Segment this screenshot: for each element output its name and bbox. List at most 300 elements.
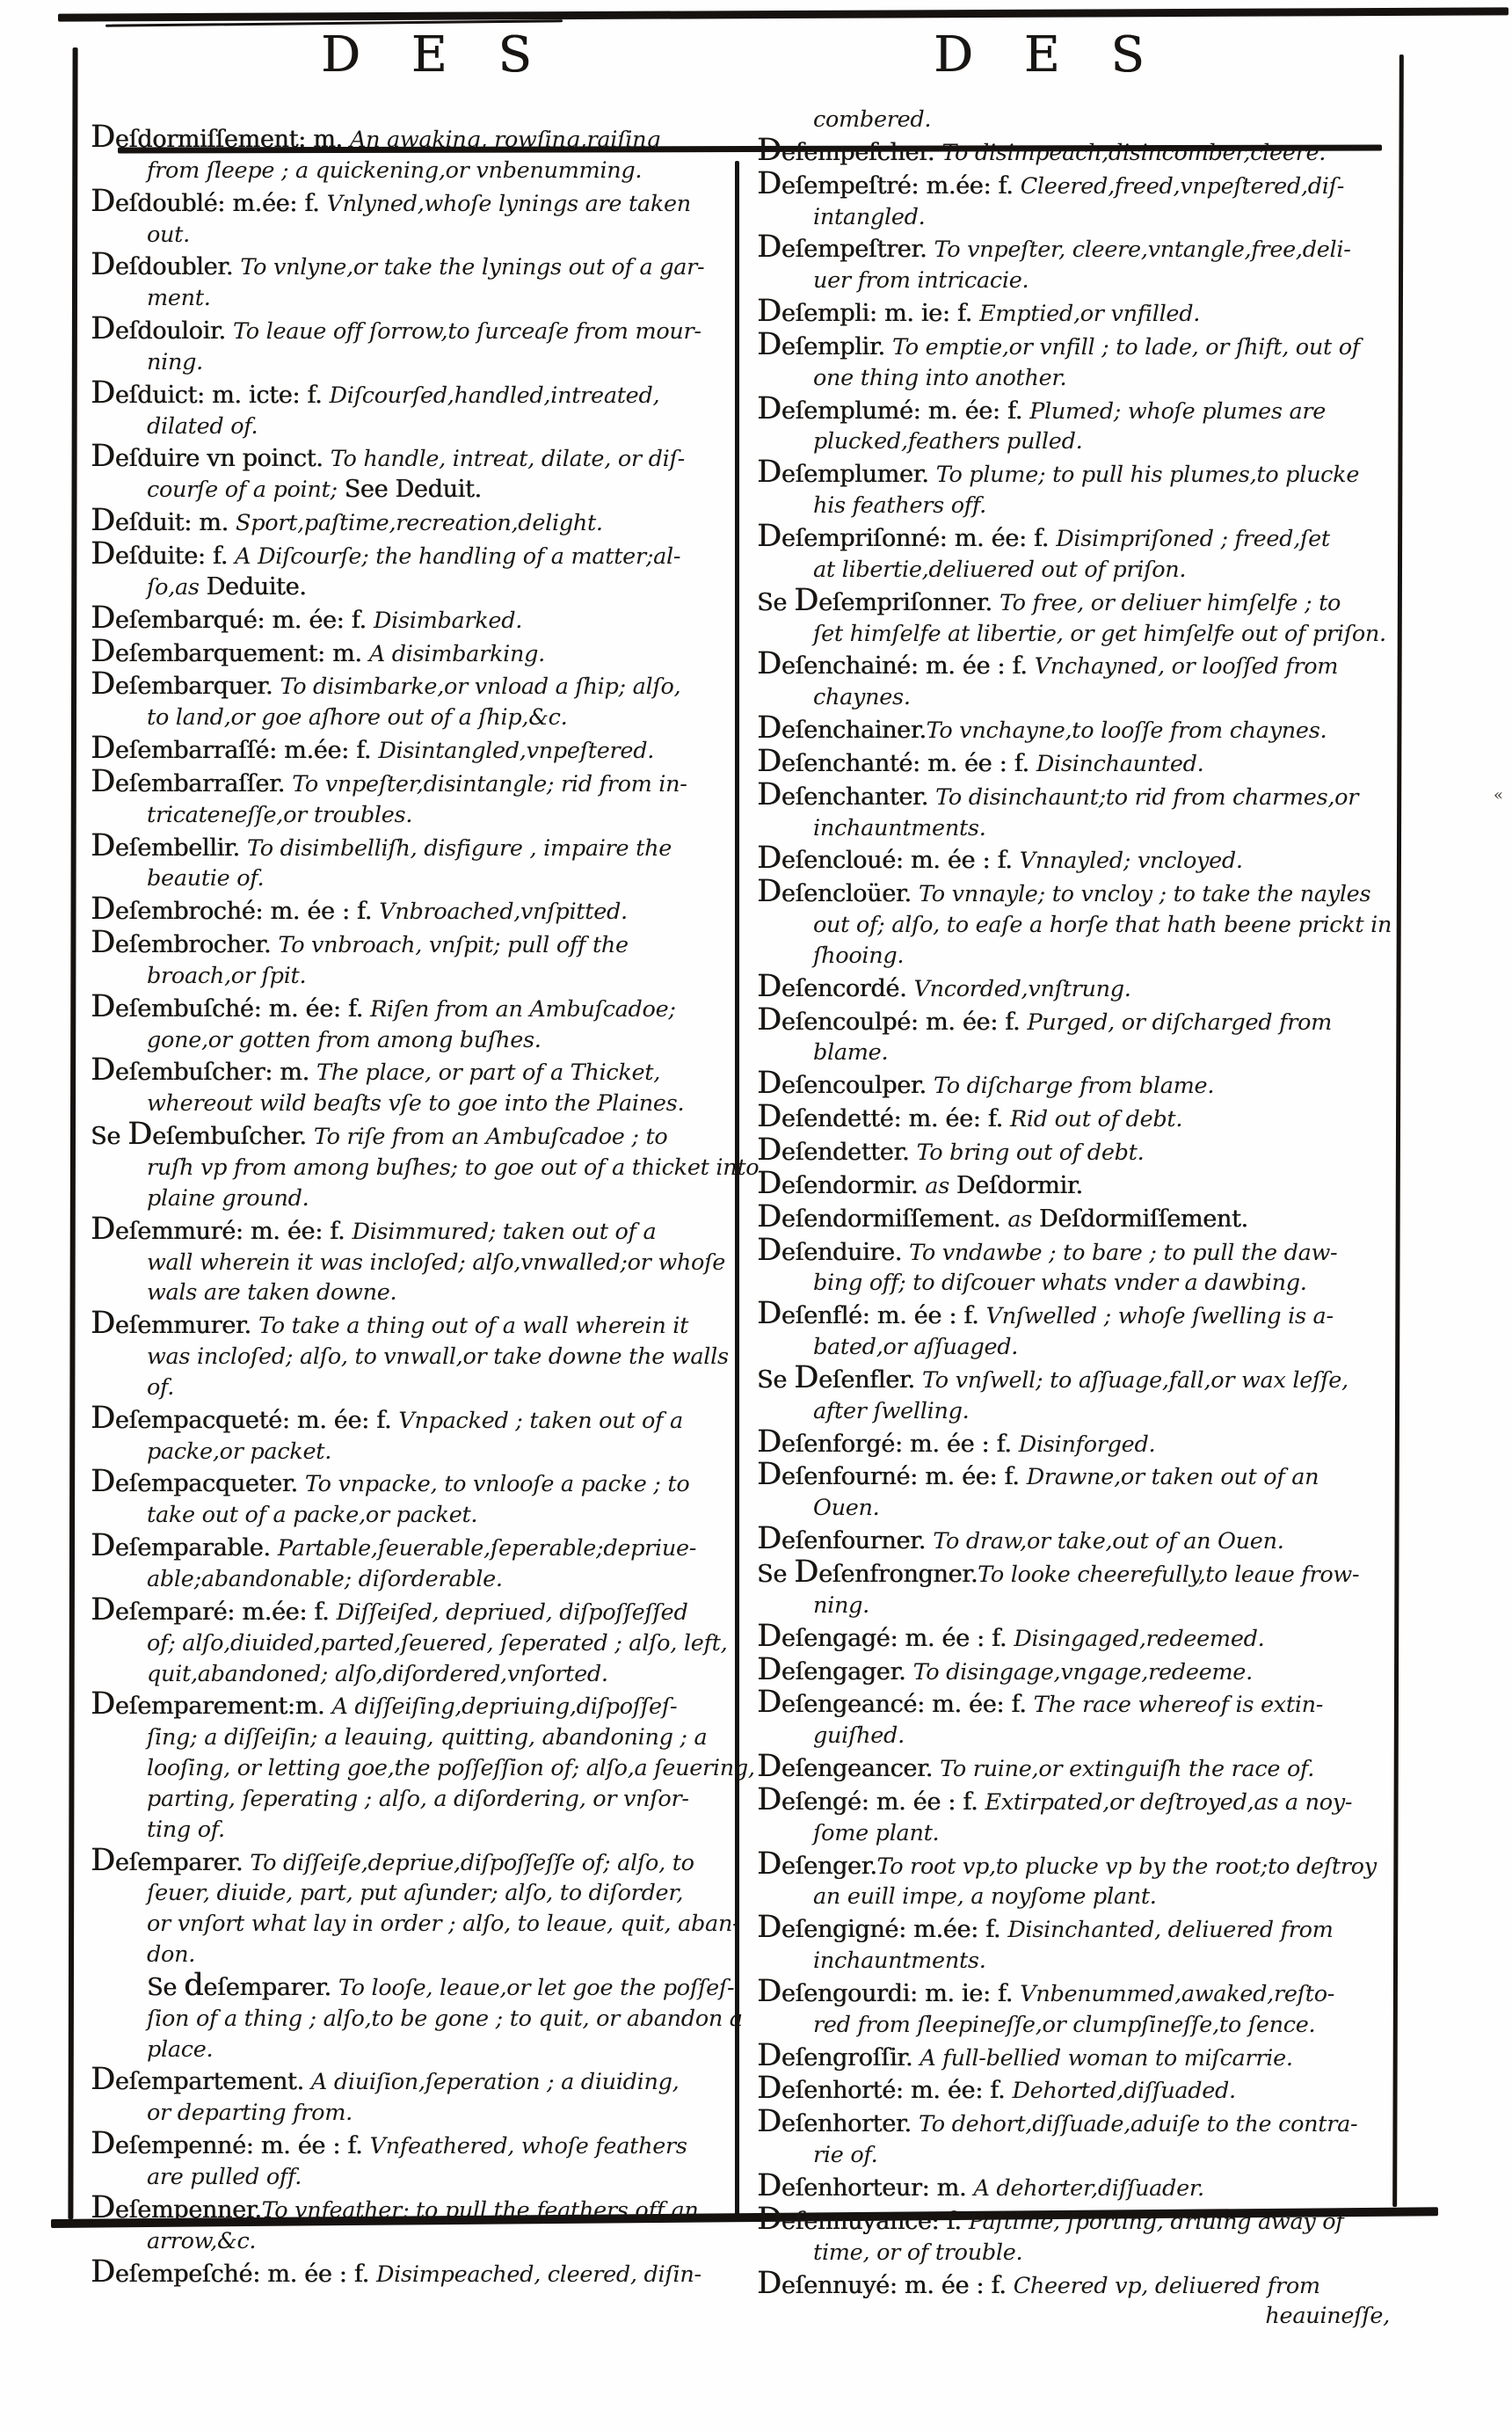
initial-capital: D bbox=[757, 874, 781, 910]
headword-text: Deſenforgé: m. ée : f. bbox=[757, 1424, 1019, 1460]
definition-text: wals are taken downe. bbox=[147, 1279, 397, 1307]
definition-text: red from ſleepineſſe,or clumpſineſſe,to ſence. bbox=[813, 2011, 1316, 2038]
entry-line bbox=[757, 296, 1395, 330]
entry-line bbox=[91, 1909, 743, 1940]
initial-capital: D bbox=[757, 2168, 781, 2203]
headword-text: Deſempli: m. ie: f. bbox=[757, 294, 980, 330]
headword-text: Deſenchainer. bbox=[757, 710, 927, 746]
definition-text: To disimbelliſh, disfigure , impaire the bbox=[247, 834, 672, 862]
definition-text: quit,abandoned; alſo,diſordered,vnſorted. bbox=[147, 1660, 608, 1687]
entry-line bbox=[91, 1400, 743, 1437]
definition-text: Plumed; whoſe plumes are bbox=[1029, 397, 1327, 425]
initial-capital: D bbox=[757, 1232, 781, 1268]
entry-line bbox=[757, 1591, 1395, 1621]
definition-text: Vnchayned, or looſſed from bbox=[1034, 653, 1339, 681]
headword-text: Se Deſenfler. bbox=[757, 1359, 922, 1395]
initial-capital: D bbox=[757, 2104, 781, 2140]
headword-text: Deſdormiſſement. bbox=[1038, 1205, 1248, 1233]
initial-capital: D bbox=[757, 455, 781, 491]
definition-text: Paſtime, ſporting, driuing away of bbox=[968, 2208, 1344, 2235]
definition-text: Vnſwelled ; whoſe ſwelling is a- bbox=[985, 1303, 1334, 1330]
headword-text: Deſengagé: m. ée : f. bbox=[757, 1618, 1014, 1654]
definition-text: To plume; to pull his plumes,to plucke bbox=[935, 462, 1360, 489]
headword-text: Deſenger. bbox=[757, 1846, 877, 1882]
entry-line bbox=[757, 491, 1395, 521]
initial-capital: D bbox=[757, 326, 781, 362]
entry-line bbox=[757, 1165, 1395, 1202]
entry-line bbox=[757, 1973, 1395, 2010]
entry-line bbox=[757, 1232, 1395, 1269]
entry-line bbox=[91, 503, 743, 539]
headword-text: Deſdormir. bbox=[956, 1171, 1083, 1199]
headword-text: Deſdouloir. bbox=[91, 311, 233, 347]
entry-line bbox=[757, 1751, 1395, 1785]
initial-capital: D bbox=[91, 1052, 115, 1089]
entry-line bbox=[91, 375, 743, 411]
left-column bbox=[91, 120, 760, 2290]
initial-capital: D bbox=[91, 1686, 115, 1722]
entry-line bbox=[757, 229, 1395, 266]
definition-text: of. bbox=[147, 1373, 175, 1401]
margin-printer-mark: « bbox=[1494, 786, 1504, 805]
initial-capital: D bbox=[757, 1424, 781, 1460]
entry-line bbox=[757, 1296, 1395, 1332]
entry-line bbox=[91, 1940, 743, 1970]
initial-capital: D bbox=[91, 1591, 115, 1627]
entry-line bbox=[757, 1038, 1395, 1068]
initial-capital: D bbox=[91, 375, 115, 411]
entry-line bbox=[757, 1268, 1395, 1299]
headword-text: Se Deſempriſonner. bbox=[757, 582, 1000, 618]
initial-capital: D bbox=[757, 968, 781, 1004]
definition-text: To leaue off ſorrow,to ſurceaſe from mour- bbox=[233, 318, 701, 346]
entry-line bbox=[757, 1099, 1395, 1135]
entry-line bbox=[91, 827, 743, 864]
definition-text: time, or of trouble. bbox=[813, 2239, 1023, 2266]
definition-text: of; alſo,diuided,parted,ſeuered, ſeperated ; alſo, left, bbox=[147, 1629, 728, 1657]
definition-text: take out of a packe,or packet. bbox=[147, 1502, 478, 1529]
headword-text: Deſempeſcher. bbox=[757, 132, 942, 168]
entry-line bbox=[757, 266, 1395, 296]
initial-capital: D bbox=[757, 1521, 781, 1557]
initial-capital: D bbox=[91, 1306, 115, 1342]
entry-line bbox=[757, 1068, 1395, 1102]
entry-line bbox=[91, 1564, 743, 1595]
entry-line bbox=[757, 1651, 1395, 1688]
initial-capital: D bbox=[794, 1359, 818, 1395]
definition-text: one thing into another. bbox=[813, 364, 1067, 391]
initial-capital: D bbox=[91, 666, 115, 703]
initial-capital: D bbox=[91, 247, 115, 283]
definition-text: plucked,feathers pulled. bbox=[813, 428, 1083, 455]
initial-capital: D bbox=[757, 2071, 781, 2107]
entry-line bbox=[91, 600, 743, 637]
definition-text: or departing from. bbox=[147, 2100, 353, 2127]
entry-line bbox=[91, 1500, 743, 1531]
definition-text: To vnchayne,to looſſe from chaynes. bbox=[926, 717, 1327, 745]
entry-line bbox=[91, 2254, 743, 2290]
entry-line bbox=[757, 776, 1395, 813]
definition-text: To vnbroach, vnſpit; pull off the bbox=[278, 932, 629, 959]
definition-text: blame. bbox=[813, 1039, 889, 1067]
definition-text: Disinforged. bbox=[1018, 1431, 1156, 1458]
initial-capital: D bbox=[757, 743, 781, 779]
initial-capital: D bbox=[757, 518, 781, 554]
definition-text: tricateneſſe,or troubles. bbox=[147, 801, 413, 828]
entry-line bbox=[757, 1359, 1395, 1396]
definition-text: Disimbarked. bbox=[373, 607, 523, 634]
headword-text: Deſdoublé: m.ée: f. bbox=[91, 183, 327, 219]
entry-line bbox=[757, 2168, 1395, 2204]
entry-line bbox=[757, 843, 1395, 877]
initial-capital: D bbox=[757, 229, 781, 266]
definition-text: To looke cheerefully,to leaue frow- bbox=[978, 1561, 1360, 1588]
entry-line bbox=[757, 743, 1395, 780]
entry-line bbox=[91, 441, 743, 475]
definition-text: Sport,paſtime,recreation,delight. bbox=[236, 510, 603, 537]
definition-text: To vnpeſter, cleere,vntangle,free,deli- bbox=[934, 237, 1351, 264]
initial-capital: D bbox=[91, 1400, 115, 1436]
headword-text: Deſemmurer. bbox=[91, 1306, 259, 1342]
entry-line bbox=[757, 105, 1395, 135]
headword-text: Deſennuyance: f. bbox=[757, 2201, 969, 2237]
headword-text: Deſenflé: m. ée : f. bbox=[757, 1296, 986, 1332]
headword-text: Deſencloüer. bbox=[757, 874, 919, 910]
definition-text: able;abandonable; diſorderable. bbox=[147, 1565, 503, 1592]
entry-line bbox=[757, 941, 1395, 972]
headword-text: Deduite. bbox=[206, 572, 307, 601]
headword-text: Deſembarquer. bbox=[91, 666, 280, 703]
headword-text: Deſembarquement: m. bbox=[91, 633, 369, 669]
definition-text: Vnpacked ; taken out of a bbox=[398, 1407, 683, 1434]
definition-text: ruſh vp from among buſhes; to goe out of a thicket into bbox=[147, 1154, 760, 1181]
definition-text: To bring out of debt. bbox=[916, 1140, 1145, 1166]
headword-text: Se deſemparer. bbox=[147, 1967, 338, 2003]
entry-line bbox=[757, 1882, 1395, 1912]
entry-line bbox=[757, 682, 1395, 713]
headword-text: Deſengeancé: m. ée: f. bbox=[757, 1685, 1034, 1721]
definition-text: as bbox=[925, 1172, 956, 1199]
definition-text: to land,or goe aſhore out of a ſhip,&c. bbox=[147, 704, 568, 732]
initial-capital: D bbox=[91, 2189, 115, 2225]
entry-line bbox=[757, 1946, 1395, 1977]
entry-line bbox=[91, 1183, 743, 1214]
headword-text: Deſengourdi: m. ie: f. bbox=[757, 1973, 1021, 2009]
entry-line bbox=[91, 475, 743, 506]
entry-line bbox=[757, 1396, 1395, 1427]
initial-capital: D bbox=[757, 294, 781, 330]
definition-text: To riſe from an Ambuſcadoe ; to bbox=[313, 1124, 668, 1151]
entry-line bbox=[757, 813, 1395, 844]
headword-text: Deſempriſonné: m. ée: f. bbox=[757, 518, 1057, 554]
definition-text: gone,or gotten from among buſhes. bbox=[147, 1026, 542, 1053]
definition-text: combered. bbox=[813, 106, 932, 133]
initial-capital: D bbox=[757, 1066, 781, 1102]
definition-text: Disimpriſoned ; freed,ſet bbox=[1056, 525, 1330, 552]
entry-line bbox=[757, 1198, 1395, 1235]
definition-text: A Diſcourſe; the handling of a matter;al- bbox=[235, 542, 681, 570]
initial-capital: D bbox=[757, 165, 781, 201]
headword-text: Deſempeſché: m. ée : f. bbox=[91, 2254, 377, 2290]
initial-capital: D bbox=[91, 1464, 115, 1500]
headword-text: Deſenhorté: m. ée: f. bbox=[757, 2071, 1013, 2107]
entry-line bbox=[757, 1846, 1395, 1882]
entry-line bbox=[757, 2010, 1395, 2041]
initial-capital: D bbox=[91, 763, 115, 799]
headword-text: Deſemparé: m.ée: f. bbox=[91, 1591, 337, 1627]
initial-capital: D bbox=[91, 1528, 115, 1564]
definition-text: Disimpeached, cleered, diſin- bbox=[376, 2261, 701, 2288]
definition-text: To diſcharge from blame. bbox=[933, 1073, 1215, 1100]
headword-text: Deſembarraſſer. bbox=[91, 763, 293, 799]
headword-text: Deſembrocher. bbox=[91, 925, 279, 961]
definition-text: after ſwelling. bbox=[813, 1397, 970, 1424]
entry-line bbox=[91, 961, 743, 992]
initial-capital: D bbox=[757, 1165, 781, 1201]
definition-text: ſeuer, diuide, part, put aſunder; alſo, to diſorder, bbox=[147, 1880, 684, 1907]
definition-text: Diſſeiſed, depriued, diſpoſſeſſed bbox=[336, 1598, 688, 1626]
definition-text: inchauntments. bbox=[813, 814, 986, 841]
definition-text: out. bbox=[147, 221, 190, 248]
entry-line bbox=[91, 1119, 743, 1153]
initial-capital: D bbox=[91, 892, 115, 928]
entry-line bbox=[757, 619, 1395, 650]
definition-text: Vnfeathered, whoſe feathers bbox=[369, 2133, 687, 2160]
entry-line bbox=[757, 2265, 1395, 2302]
definition-text: wall wherein it was incloſed; alſo,vnwalled;or whoſe bbox=[147, 1249, 726, 1276]
entry-line bbox=[91, 1437, 743, 1467]
left-margin-rule bbox=[68, 47, 77, 2219]
entry-line bbox=[91, 1025, 743, 1056]
headword-text: Deſenhorter. bbox=[757, 2104, 919, 2140]
definition-text: A full-bellied woman to miſcarrie. bbox=[920, 2044, 1293, 2072]
initial-capital: D bbox=[91, 633, 115, 669]
entry-line bbox=[91, 1878, 743, 1909]
definition-text: Emptied,or vnfilled. bbox=[979, 301, 1201, 328]
headword-text: Deſembarqué: m. ée: f. bbox=[91, 600, 374, 636]
entry-line bbox=[91, 1753, 755, 1784]
headword-text: Deſenfourner. bbox=[757, 1521, 934, 1557]
headword-text: Deſenduire. bbox=[757, 1232, 910, 1268]
definition-text: Disinchaunted. bbox=[1036, 750, 1204, 777]
definition-text: To ruine,or extinguiſh the race of. bbox=[940, 1756, 1315, 1783]
definition-text: out of; alſo, to eaſe a horſe that hath beene prickt in bbox=[813, 912, 1392, 939]
headword-text: Deſempacqueter. bbox=[91, 1464, 305, 1500]
definition-text: ment. bbox=[147, 285, 211, 312]
headword-text: Deſennuyé: m. ée : f. bbox=[757, 2265, 1014, 2301]
initial-capital: D bbox=[757, 710, 781, 746]
definition-text: inchauntments. bbox=[813, 1948, 986, 1975]
definition-text: To emptie,or vnfill ; to lade, or ſhift, out of bbox=[891, 333, 1360, 360]
initial-capital: D bbox=[757, 841, 781, 877]
initial-capital: D bbox=[757, 132, 781, 168]
entry-line bbox=[91, 1659, 743, 1690]
definition-text: Disimmured; taken out of a bbox=[352, 1218, 657, 1245]
definition-text: guiſhed. bbox=[813, 1722, 905, 1750]
definition-text: ning. bbox=[813, 1591, 869, 1619]
initial-capital: D bbox=[91, 2062, 115, 2098]
entry-line bbox=[757, 2037, 1395, 2074]
entry-line bbox=[757, 202, 1395, 233]
entry-line bbox=[757, 2201, 1395, 2238]
definition-text: The place, or part of a Thicket, bbox=[316, 1059, 661, 1087]
entry-line bbox=[91, 572, 743, 603]
definition-text: ning. bbox=[147, 348, 203, 375]
initial-capital: D bbox=[91, 503, 115, 539]
entry-line bbox=[91, 1784, 743, 1815]
entry-line bbox=[91, 283, 743, 314]
initial-capital: D bbox=[757, 2037, 781, 2073]
entry-line bbox=[91, 2189, 743, 2226]
headword-text: Deſendetté: m. ée: f. bbox=[757, 1099, 1011, 1135]
initial-capital: D bbox=[91, 311, 115, 347]
entry-line bbox=[91, 2035, 743, 2065]
entry-line bbox=[91, 894, 743, 928]
entry-line bbox=[757, 390, 1395, 427]
entry-line bbox=[91, 2162, 743, 2193]
entry-line bbox=[757, 1687, 1395, 1721]
entry-line bbox=[91, 122, 743, 156]
initial-capital: D bbox=[757, 1132, 781, 1168]
initial-capital: D bbox=[794, 1554, 818, 1590]
entry-line bbox=[91, 1528, 743, 1564]
headword-text: Deſengager. bbox=[757, 1651, 913, 1687]
definition-text: ſet himſelfe at libertie, or get himſelfe out of priſon. bbox=[813, 620, 1386, 647]
entry-line bbox=[757, 1912, 1395, 1946]
initial-capital: D bbox=[91, 731, 115, 767]
definition-text: Vnbenummed,awaked,reſto- bbox=[1020, 1980, 1335, 2007]
entry-line bbox=[91, 703, 743, 733]
definition-text: An awaking, rowſing,raiſing bbox=[349, 127, 661, 153]
entry-line bbox=[91, 1342, 743, 1373]
entry-line bbox=[757, 2238, 1395, 2268]
definition-text: ſion of a thing ; alſo,to be gone ; to quit, or abandon a bbox=[147, 2005, 743, 2032]
definition-text: ſhooing. bbox=[813, 942, 905, 969]
entry-line bbox=[91, 763, 743, 800]
headword-text: Deſduit: m. bbox=[91, 503, 236, 539]
entry-line bbox=[91, 247, 743, 283]
entry-line bbox=[91, 2004, 743, 2035]
initial-capital: D bbox=[794, 582, 818, 618]
headword-text: Deſempeſtré: m.ée: f. bbox=[757, 165, 1021, 201]
initial-capital: D bbox=[757, 2265, 781, 2301]
headword-text: Deſendormir. bbox=[757, 1165, 926, 1201]
entry-line bbox=[757, 1332, 1395, 1363]
definition-text: whereout wild beaſts vſe to goe into the Plaines. bbox=[147, 1090, 685, 1118]
definition-text: To draw,or take,out of an Ouen. bbox=[933, 1528, 1284, 1555]
entry-line bbox=[757, 1554, 1395, 1591]
initial-capital: D bbox=[91, 925, 115, 961]
entry-line bbox=[91, 1815, 743, 1846]
entry-line bbox=[757, 457, 1395, 491]
entry-line bbox=[91, 1686, 743, 1722]
definition-text: or vnſort what lay in order ; alſo, to leaue, quit, aban- bbox=[147, 1911, 740, 1938]
definition-text: To root vp,to plucke vp by the root;to deſtroy bbox=[876, 1853, 1377, 1880]
headword-text: Deſemparer. bbox=[91, 1842, 251, 1878]
entry-line bbox=[91, 311, 743, 347]
entry-line bbox=[91, 1628, 743, 1659]
definition-text: Vncorded,vnſtrung. bbox=[913, 975, 1131, 1002]
definition-text: rie of. bbox=[813, 2142, 878, 2169]
entry-line bbox=[91, 1278, 743, 1308]
entry-line bbox=[757, 710, 1395, 746]
entry-line bbox=[91, 1248, 743, 1278]
entry-line bbox=[91, 1089, 743, 1119]
definition-text: his feathers off. bbox=[813, 492, 986, 520]
headword-text: See Deduit. bbox=[344, 476, 482, 504]
headword-text: Deſembarraſſé: m.ée: f. bbox=[91, 731, 379, 767]
initial-capital: D bbox=[757, 1781, 781, 1817]
entry-line bbox=[91, 1211, 743, 1248]
definition-text: Vnlyned,whoſe lynings are taken bbox=[326, 190, 691, 217]
headword-text: Deſempeſtrer. bbox=[757, 229, 934, 266]
initial-capital: D bbox=[91, 183, 115, 219]
initial-capital: D bbox=[757, 1457, 781, 1493]
entry-line bbox=[91, 1464, 743, 1500]
initial-capital: D bbox=[757, 1651, 781, 1687]
headword-text: Deſemparable. bbox=[91, 1528, 278, 1564]
headword-text: Deſencoulper. bbox=[757, 1066, 934, 1102]
headword-text: Deſenchainé: m. ée : f. bbox=[757, 646, 1035, 682]
definition-text: uer from intricacie. bbox=[813, 267, 1029, 295]
entry-line bbox=[91, 1591, 743, 1628]
entry-line bbox=[757, 363, 1395, 394]
initial-capital: D bbox=[127, 1117, 152, 1153]
definition-text: Extirpated,or deſtroyed,as a noy- bbox=[985, 1788, 1353, 1816]
initial-capital: D bbox=[91, 439, 115, 475]
entry-line bbox=[757, 1781, 1395, 1818]
definition-text: ſo,as bbox=[147, 573, 207, 601]
definition-text: Riſen from an Ambuſcadoe; bbox=[370, 995, 676, 1023]
entry-line bbox=[91, 925, 743, 961]
entry-line bbox=[757, 874, 1395, 910]
initial-capital: D bbox=[757, 1001, 781, 1038]
initial-capital: D bbox=[757, 1618, 781, 1654]
headword-text: Deſempenner. bbox=[91, 2189, 262, 2225]
definition-text: To vnſwell; to aſſuage,fall,or wax leſſe, bbox=[922, 1366, 1348, 1394]
initial-capital: D bbox=[757, 1685, 781, 1721]
initial-capital: d bbox=[184, 1967, 204, 2003]
definition-text: at libertie,deliuered out of priſon. bbox=[813, 556, 1187, 583]
definition-text: To vnpeſter,disintangle; rid from in- bbox=[292, 770, 687, 797]
entry-line bbox=[91, 666, 743, 703]
definition-text: chaynes. bbox=[813, 684, 911, 711]
initial-capital: D bbox=[91, 535, 115, 572]
headword-text: Deſenchanté: m. ée : f. bbox=[757, 743, 1036, 779]
headword-text: Deſenfourné: m. ée: f. bbox=[757, 1457, 1027, 1493]
headword-text: Deſencloué: m. ée : f. bbox=[757, 841, 1020, 877]
initial-capital: D bbox=[757, 646, 781, 682]
top-border-rule bbox=[58, 7, 1508, 21]
initial-capital: D bbox=[91, 2254, 115, 2290]
definition-text: To disimbarke,or vnload a ſhip; alſo, bbox=[280, 674, 681, 701]
definition-text: courſe of a point; bbox=[147, 477, 345, 504]
headword-text: Deſembellir. bbox=[91, 827, 247, 863]
entry-line bbox=[91, 988, 743, 1025]
definition-text: was incloſed; alſo, to vnwall,or take downe the walls bbox=[147, 1343, 729, 1371]
entry-line bbox=[91, 183, 743, 220]
definition-text: arrow,&c. bbox=[147, 2227, 257, 2254]
entry-line bbox=[757, 1721, 1395, 1751]
entry-line bbox=[91, 1842, 743, 1879]
definition-text: ſing; a diſſeiſin; a leauing, quitting, abandoning ; a bbox=[147, 1724, 708, 1751]
definition-text: To dehort,diſſuade,aduiſe to the contra- bbox=[919, 2111, 1358, 2138]
headword-text: Deſenhorteur: m. bbox=[757, 2168, 974, 2203]
definition-text: Drawne,or taken out of an bbox=[1026, 1464, 1319, 1491]
definition-text: ſome plant. bbox=[813, 1819, 940, 1846]
definition-text: intangled. bbox=[813, 203, 926, 230]
entry-line bbox=[757, 1001, 1395, 1038]
